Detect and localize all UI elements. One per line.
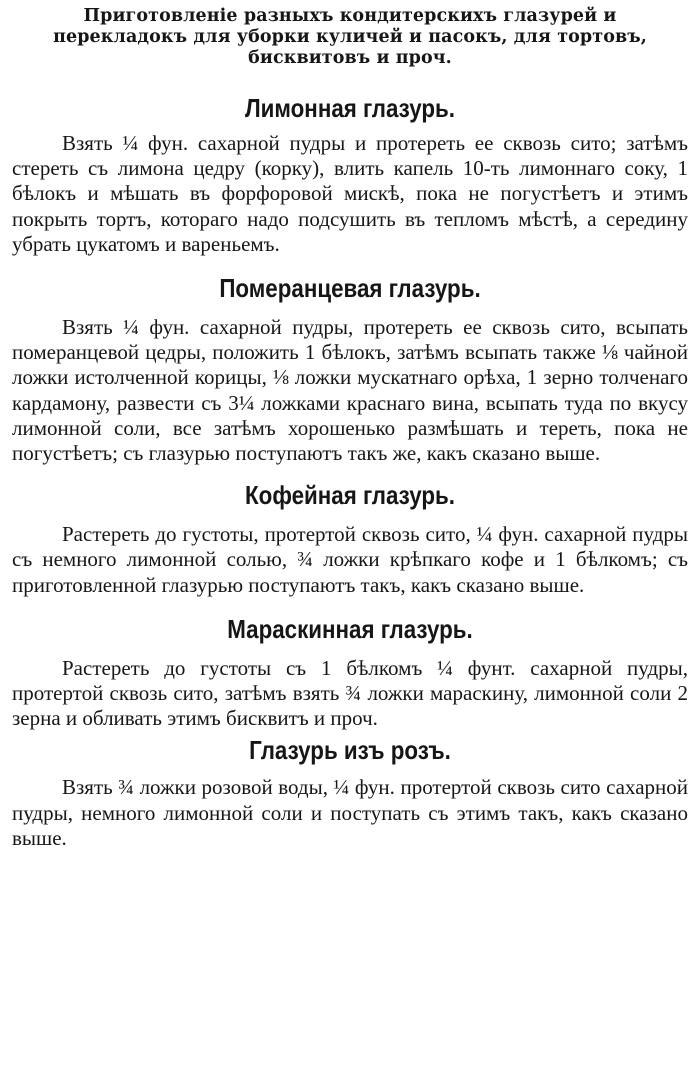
section-paragraph: Взять ¾ ложки розовой воды, ¼ фун. протертой сквозь сито сахарной пудры, немного лимонной соли и поступать съ этимъ такъ, какъ сказано выше. <box>12 775 688 850</box>
section-orange-glaze <box>12 273 688 466</box>
section-paragraph: Взять ¼ фун. сахарной пудры, протереть ее сквозь сито, всыпать померанцевой цедры, положить 1 бѣлокъ, затѣмъ всыпать также ⅛ чайной ложки истолченной корицы, ⅛ ложки мускатнаго орѣха, 1 зерно толченаго кардамону, развести съ 3¼ ложками краснаго вина, всыпать туда по вкусу лимонной соли, все затѣмъ хорошенько размѣшать и тереть, пока не погустѣетъ; съ глазурью поступаютъ такъ же, какъ сказано выше. <box>12 315 688 466</box>
section-heading: Кофейная глазурь. <box>245 480 455 511</box>
document-title: Приготовленіе разныхъ кондитерскихъ глазурей и перекладокъ для уборки куличей и пасокъ, для тортовъ, бисквитовъ и проч. <box>53 6 647 68</box>
section-heading: Лимонная глазурь. <box>244 93 456 123</box>
section-heading: Померанцевая глазурь. <box>219 273 481 304</box>
section-paragraph: Растереть до густоты съ 1 бѣлкомъ ¼ фунт. сахарной пудры, протертой сквозь сито, затѣмъ взять ¾ ложки мараскину, лимонной соли 2 зерна и обливать этимъ бисквитъ и проч. <box>12 655 688 731</box>
section-coffee-glaze <box>12 480 688 598</box>
section-heading: Мараскинная глазурь. <box>227 613 473 644</box>
section-rose-glaze <box>12 735 688 851</box>
section-maraschino-glaze <box>12 614 688 732</box>
section-paragraph: Растереть до густоты, протертой сквозь сито, ¼ фун. сахарной пудры съ немного лимонной солью, ¾ ложки крѣпкаго кофе и 1 бѣлкомъ; съ приготовленной глазурью поступаютъ такъ, какъ сказано выше. <box>12 522 688 597</box>
section-heading: Глазурь изъ розъ. <box>249 735 451 766</box>
section-lemon-glaze <box>12 93 688 257</box>
section-paragraph: Взять ¼ фун. сахарной пудры и протереть ее сквозь сито; затѣмъ стереть съ лимона цедру (корку), влить капель 10-ть лимоннаго соку, 1 бѣлокъ и мѣшать въ форфоровой мискѣ, пока не погустѣетъ и этимъ покрыть тортъ, котораго надо подсушить въ тепломъ мѣстѣ, а середину убрать цукатомъ и вареньемъ. <box>12 131 688 256</box>
